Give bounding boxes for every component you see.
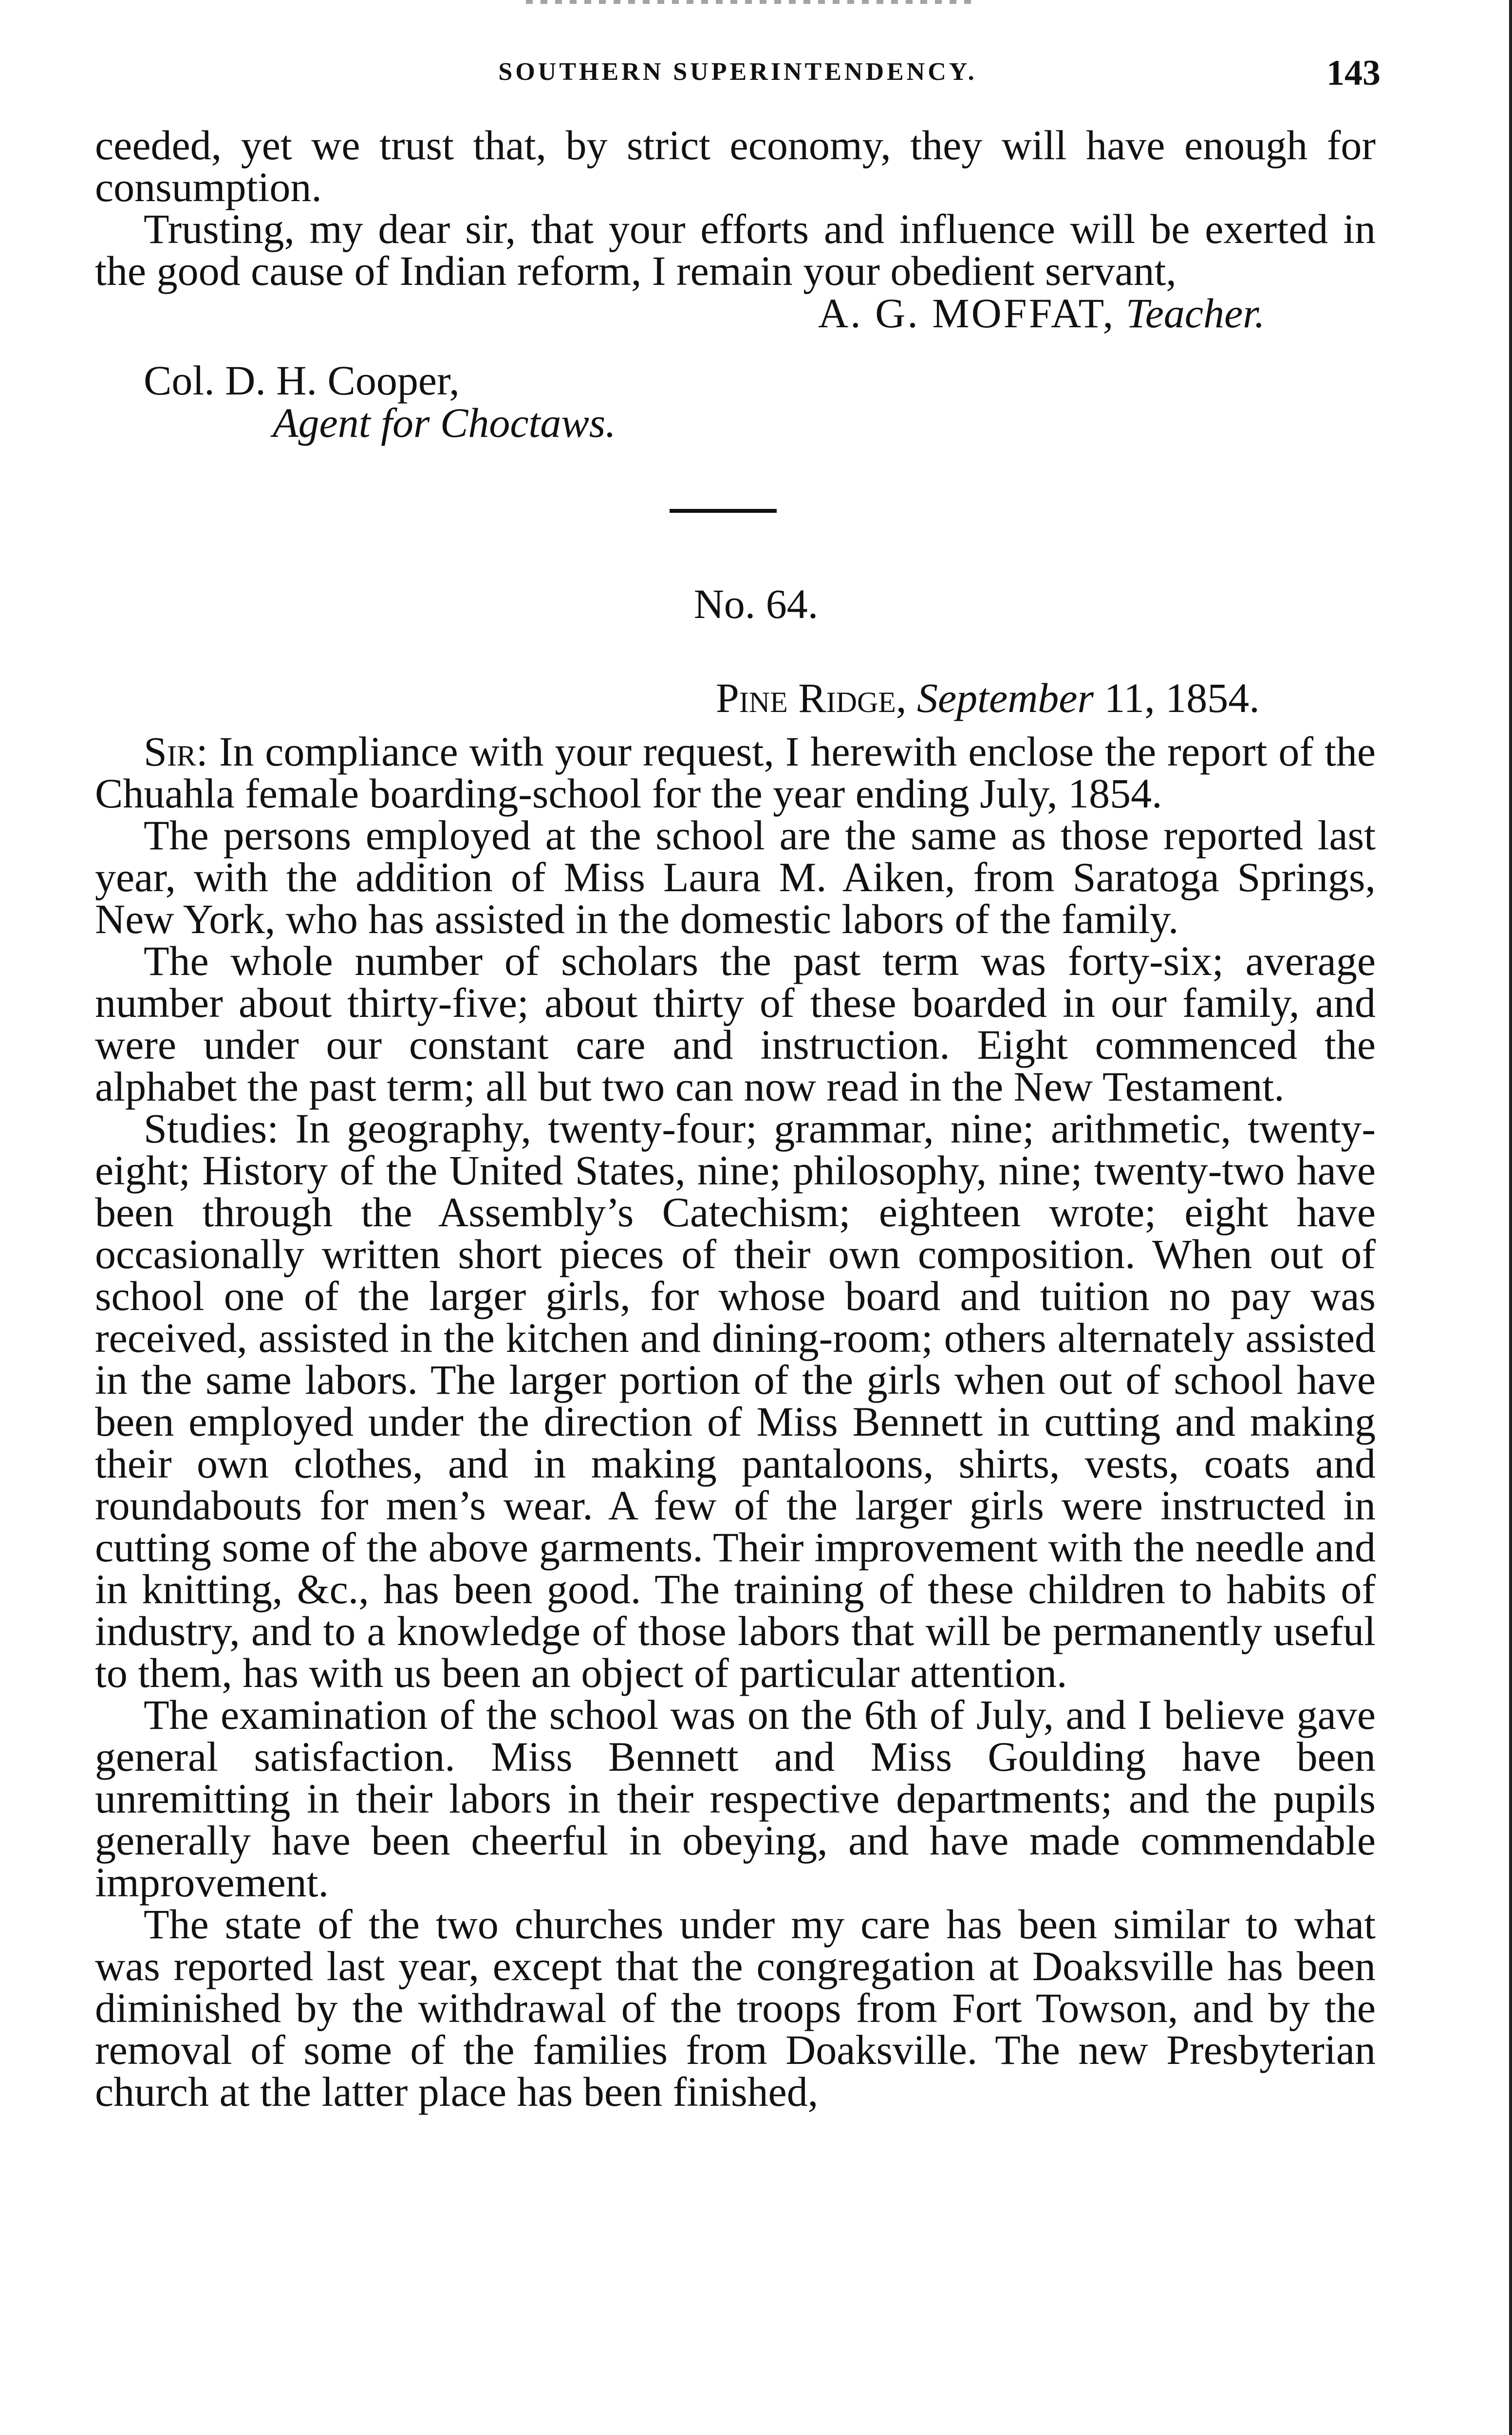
letter1-para2: Trusting, my dear sir, that your efforts and influence will be exerted in the good cause of Indian reform, I remain your obedient servant, bbox=[95, 206, 1376, 294]
signature bbox=[818, 290, 1265, 337]
addressee-title bbox=[273, 399, 616, 446]
letter2-para3: The whole number of scholars the past term was forty-six; average number about thirty-five; about thirty of these boarded in our family, and were under our constant care and instruction. Eight commenced the alphabet the past term; all but two can now read in the New Testament. bbox=[95, 937, 1376, 1110]
letter2-para5: The examination of the school was on the 6th of July, and I believe gave general satisfaction. Miss Bennett and Miss Goulding have been unremitting in their labors in their respective departments; and the pupils generally have been cheerful in obeying, and have made commendable improvement. bbox=[95, 1691, 1376, 1906]
dateline-rest: 11, 1854. bbox=[1104, 674, 1260, 721]
letter2-para6: The state of the two churches under my care has been similar to what was reported last year, except that the congregation at Doaksville has been diminished by the withdrawal of the troops from Fort Towson, and by the removal of some of the families from Doaksville. The new Presbyterian church at the latter place has been finished, bbox=[95, 1901, 1376, 2115]
signature-title: Teacher. bbox=[1125, 290, 1265, 337]
salutation: Sir: bbox=[144, 728, 208, 775]
letter1-body bbox=[95, 124, 1376, 292]
addressee-name-text: Col. D. H. Cooper, bbox=[144, 357, 460, 404]
section-divider bbox=[670, 509, 777, 513]
letter2-dateline bbox=[716, 674, 1260, 721]
letter2-para1-text: In compliance with your request, I herewith enclose the report of the Chuahla female boarding-school for the year ending July, 1854. bbox=[95, 728, 1376, 817]
document-number: No. 64. bbox=[693, 581, 819, 627]
signature-name: A. G. MOFFAT, bbox=[818, 290, 1116, 337]
letter2-para4: Studies: In geography, twenty-four; grammar, nine; arithmetic, twenty-eight; History of the United States, nine; philosophy, nine; twenty-two have been through the Assembly’s Catechism; eighteen wrote; eight have occasionally written short pieces of their own composition. When out of school one of the larger girls, for whose board and tuition no pay was received, assisted in the kitchen and dining-room; others alternately assisted in the same labors. The larger portion of the girls when out of school have been employed under the direction of Miss Bennett in cutting and making their own clothes, and in making pantaloons, shirts, vests, coats and roundabouts for men’s wear. A few of the larger girls were instructed in cutting some of the above garments. Their improvement with the needle and in knitting, &c., has been good. The training of these children to habits of industry, and to a knowledge of those labors that will be permanently useful to them, has with us been an object of particular attention. bbox=[95, 1105, 1376, 1696]
addressee-title-text: Agent for Choctaws. bbox=[273, 399, 616, 446]
letter2-body bbox=[95, 730, 1376, 2113]
scan-edge-top bbox=[526, 0, 974, 4]
letter1-para1: ceeded, yet we trust that, by strict economy, they will have enough for consumption. bbox=[95, 122, 1376, 210]
scan-edge-right bbox=[1509, 0, 1512, 2435]
running-head: SOUTHERN SUPERINTENDENCY. bbox=[498, 58, 977, 86]
letter2-para1 bbox=[95, 728, 1376, 817]
dateline-month: September bbox=[916, 674, 1094, 721]
page-header bbox=[95, 53, 1381, 106]
dateline-place: Pine Ridge, bbox=[716, 674, 907, 721]
addressee-name bbox=[144, 357, 460, 404]
page-number: 143 bbox=[1326, 53, 1381, 93]
letter2-para2: The persons employed at the school are the same as those reported last year, with the addition of Miss Laura M. Aiken, from Saratoga Springs, New York, who has assisted in the domestic labors of the family. bbox=[95, 812, 1376, 942]
